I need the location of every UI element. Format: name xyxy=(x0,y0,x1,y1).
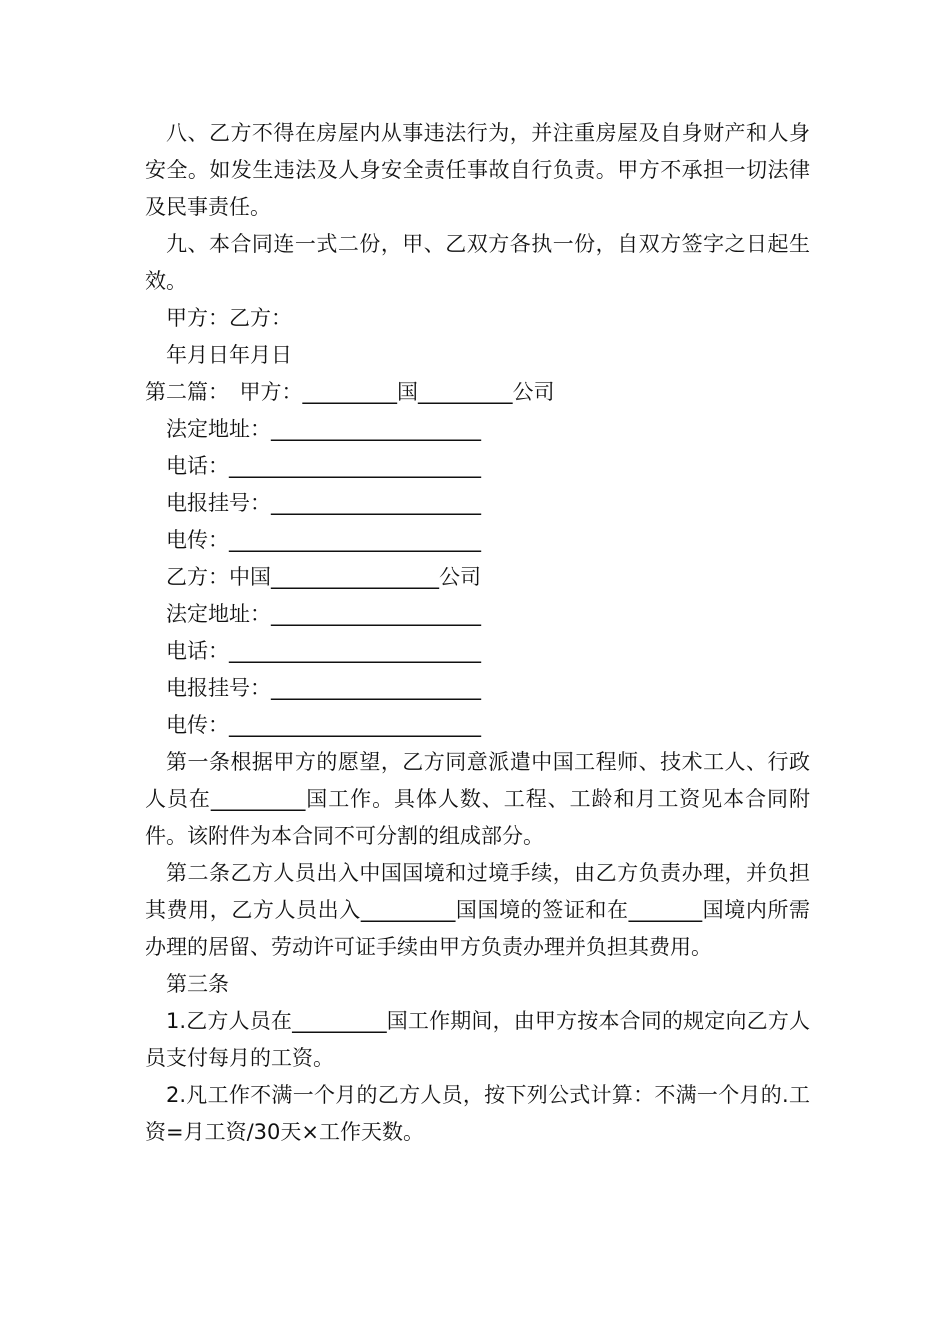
party-a-address: 法定地址：____________________ xyxy=(166,417,481,441)
party-b-telex: 电传：________________________ xyxy=(166,713,481,737)
clause-8: 八、乙方不得在房屋内从事违法行为，并注重房屋及自身财产和人身安全。如发生违法及人身安全责任事故自行负责。甲方不承担一切法律及民事责任。 xyxy=(145,121,810,219)
part-two-header: 第二篇： 甲方：_________国_________公司 xyxy=(145,380,555,404)
date-line: 年月日年月日 xyxy=(166,343,292,367)
article-3-title: 第三条 xyxy=(166,972,229,996)
document-page xyxy=(145,115,810,1151)
article-2: 第二条乙方人员出入中国国境和过境手续，由乙方负责办理，并负担其费用，乙方人员出入_________国国境的签证和在_______国境内所需办理的居留、劳动许可证手续由甲方负责办理并负担其费用。 xyxy=(145,861,810,959)
article-3-item-1: 1.乙方人员在_________国工作期间，由甲方按本合同的规定向乙方人员支付每月的工资。 xyxy=(145,1009,810,1070)
party-a-telex: 电传：________________________ xyxy=(166,528,481,552)
signature-line: 甲方：乙方： xyxy=(166,306,292,330)
article-3-item-2: 2.凡工作不满一个月的乙方人员，按下列公式计算：不满一个月的.工资=月工资/30天×工作天数。 xyxy=(145,1083,810,1144)
article-1: 第一条根据甲方的愿望，乙方同意派遣中国工程师、技术工人、行政人员在_________国工作。具体人数、工程、工龄和月工资见本合同附件。该附件为本合同不可分割的组成部分。 xyxy=(145,750,810,848)
party-b-phone: 电话：________________________ xyxy=(166,639,481,663)
party-a-cable: 电报挂号：____________________ xyxy=(166,491,481,515)
party-b-address: 法定地址：____________________ xyxy=(166,602,481,626)
party-b-title: 乙方：中国________________公司 xyxy=(166,565,481,589)
party-a-details xyxy=(145,411,810,744)
party-a-phone: 电话：________________________ xyxy=(166,454,481,478)
clause-9: 九、本合同连一式二份，甲、乙双方各执一份，自双方签字之日起生效。 xyxy=(145,232,810,293)
party-b-cable: 电报挂号：____________________ xyxy=(166,676,481,700)
